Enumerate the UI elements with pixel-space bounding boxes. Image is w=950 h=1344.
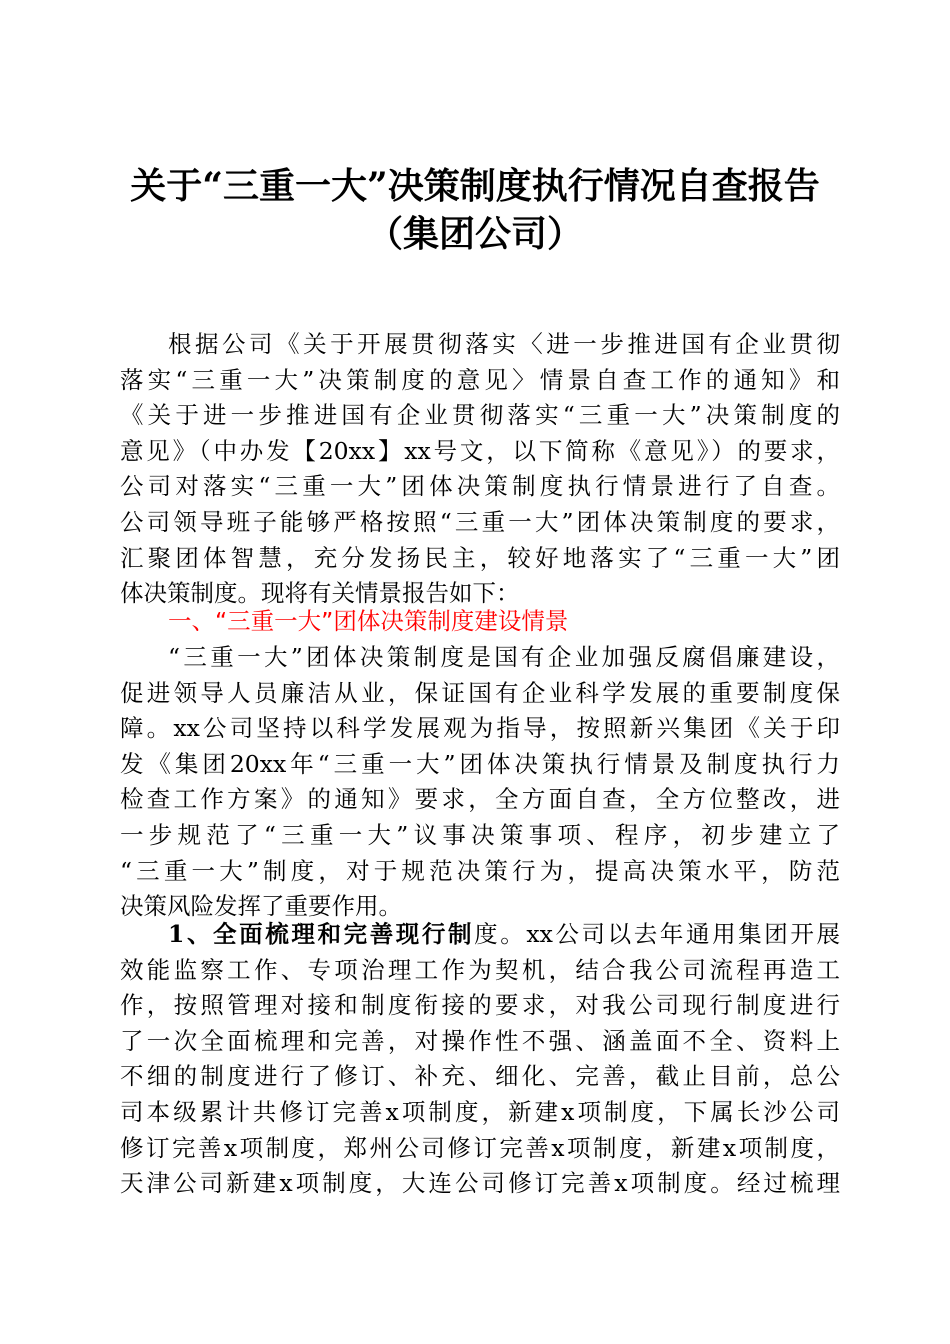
text-line: 发《集团20xx年“三重一大”团体决策执行情景及制度执行力 bbox=[120, 749, 840, 778]
lead-rest: 度。xx公司以去年通用集团开展 bbox=[474, 920, 840, 948]
text-line bbox=[120, 917, 840, 953]
text-line: 作，按照管理对接和制度衔接的要求，对我公司现行制度进行 bbox=[120, 991, 840, 1020]
text-line: 体决策制度。现将有关情景报告如下： bbox=[120, 579, 520, 608]
text-line: 公司领导班子能够严格按照“三重一大”团体决策制度的要求， bbox=[120, 507, 840, 536]
text-line: 促进领导人员廉洁从业，保证国有企业科学发展的重要制度保 bbox=[120, 678, 840, 707]
document-subtitle: （集团公司） bbox=[366, 213, 583, 255]
section-heading-text: 一、“三重一大”团体决策制度建设情景 bbox=[168, 607, 569, 635]
text-line: 检查工作方案》的通知》要求，全方面自查，全方位整改，进 bbox=[120, 785, 840, 814]
text-line: 意见》（中办发【20xx】xx号文，以下简称《意见》）的要求， bbox=[120, 436, 840, 465]
text-line: 一步规范了“三重一大”议事决策事项、程序，初步建立了 bbox=[120, 820, 840, 849]
text-line: 根据公司《关于开展贯彻落实〈进一步推进国有企业贯彻 bbox=[168, 330, 840, 358]
text-line: 障。xx公司坚持以科学发展观为指导，按照新兴集团《关于印 bbox=[120, 714, 840, 743]
text-line: 决策风险发挥了重要作用。 bbox=[120, 892, 402, 921]
bold-lead: 1、全面梳理和完善现行制 bbox=[168, 920, 475, 948]
paragraph-intro bbox=[120, 327, 840, 612]
text-line: “三重一大”制度，对于规范决策行为，提高决策水平，防范 bbox=[120, 856, 840, 885]
text-line: 修订完善x项制度，郑州公司修订完善x项制度，新建x项制度， bbox=[120, 1133, 840, 1162]
text-line: 落实“三重一大”决策制度的意见〉情景自查工作的通知》和 bbox=[120, 365, 840, 394]
text-line: 了一次全面梳理和完善，对操作性不强、涵盖面不全、资料上 bbox=[120, 1026, 840, 1055]
document-title: 关于“三重一大”决策制度执行情况自查报告 bbox=[130, 165, 820, 207]
text-line: 不细的制度进行了修订、补充、细化、完善，截止目前，总公 bbox=[120, 1062, 840, 1091]
text-line: “三重一大”团体决策制度是国有企业加强反腐倡廉建设， bbox=[168, 643, 840, 671]
text-line: 司本级累计共修订完善x项制度，新建x项制度，下属长沙公司 bbox=[120, 1097, 840, 1126]
text-line: 效能监察工作、专项治理工作为契机，结合我公司流程再造工 bbox=[120, 955, 840, 984]
text-line: 汇聚团体智慧，充分发扬民主，较好地落实了“三重一大”团 bbox=[120, 543, 840, 572]
text-line: 天津公司新建x项制度，大连公司修订完善x项制度。经过梳理 bbox=[120, 1169, 840, 1198]
paragraph-system bbox=[120, 640, 840, 925]
section-heading bbox=[120, 604, 840, 640]
paragraph-review bbox=[120, 917, 840, 1202]
text-line: 公司对落实“三重一大”团体决策制度执行情景进行了自查。 bbox=[120, 472, 840, 501]
text-line: 《关于进一步推进国有企业贯彻落实“三重一大”决策制度的 bbox=[120, 401, 840, 430]
